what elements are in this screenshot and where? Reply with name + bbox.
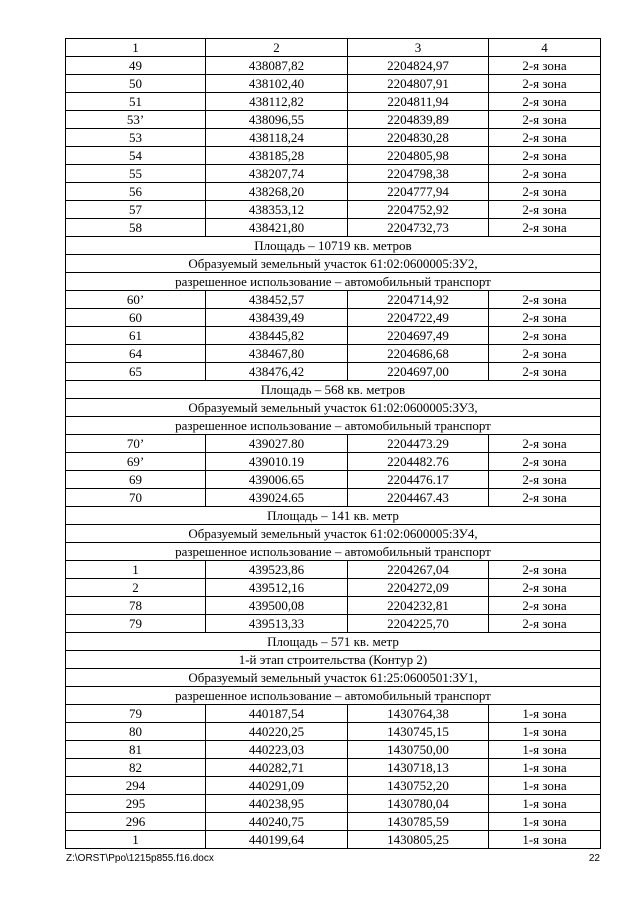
zone-cell: 2-я зона: [489, 57, 601, 75]
y-coordinate-cell: 2204807,91: [348, 75, 489, 93]
x-coordinate-cell: 439512,16: [206, 579, 348, 597]
table-row: [66, 723, 601, 741]
header-cell-point: 1: [66, 39, 206, 57]
section-row: [66, 669, 601, 687]
x-coordinate-cell: 440187,54: [206, 705, 348, 723]
table-row: [66, 777, 601, 795]
table-row: [66, 219, 601, 237]
x-coordinate-cell: 440223,03: [206, 741, 348, 759]
table-row: [66, 129, 601, 147]
zone-cell: 2-я зона: [489, 219, 601, 237]
y-coordinate-cell: 2204272,09: [348, 579, 489, 597]
y-coordinate-cell: 2204467.43: [348, 489, 489, 507]
x-coordinate-cell: 438353,12: [206, 201, 348, 219]
zone-cell: 2-я зона: [489, 93, 601, 111]
y-coordinate-cell: 2204482.76: [348, 453, 489, 471]
section-caption: Площадь – 568 кв. метров: [66, 381, 601, 399]
point-number-cell: 82: [66, 759, 206, 777]
section-caption: разрешенное использование – автомобильный транспорт: [66, 687, 601, 705]
section-caption: Образуемый земельный участок 61:02:0600005:ЗУ4,: [66, 525, 601, 543]
x-coordinate-cell: 440199,64: [206, 831, 348, 849]
zone-cell: 2-я зона: [489, 201, 601, 219]
y-coordinate-cell: 1430745,15: [348, 723, 489, 741]
y-coordinate-cell: 2204232,81: [348, 597, 489, 615]
x-coordinate-cell: 439500,08: [206, 597, 348, 615]
x-coordinate-cell: 438452,57: [206, 291, 348, 309]
y-coordinate-cell: 1430764,38: [348, 705, 489, 723]
table-row: [66, 435, 601, 453]
zone-cell: 2-я зона: [489, 453, 601, 471]
x-coordinate-cell: 438185,28: [206, 147, 348, 165]
zone-cell: 2-я зона: [489, 111, 601, 129]
section-caption: Площадь – 141 кв. метр: [66, 507, 601, 525]
x-coordinate-cell: 439513,33: [206, 615, 348, 633]
section-row: [66, 417, 601, 435]
x-coordinate-cell: 438467,80: [206, 345, 348, 363]
header-cell-y: 3: [348, 39, 489, 57]
point-number-cell: 2: [66, 579, 206, 597]
point-number-cell: 79: [66, 615, 206, 633]
x-coordinate-cell: 439006.65: [206, 471, 348, 489]
coordinates-table-body: [66, 39, 601, 849]
point-number-cell: 70: [66, 489, 206, 507]
point-number-cell: 70’: [66, 435, 206, 453]
table-row: [66, 795, 601, 813]
x-coordinate-cell: 438118,24: [206, 129, 348, 147]
point-number-cell: 64: [66, 345, 206, 363]
point-number-cell: 296: [66, 813, 206, 831]
y-coordinate-cell: 1430805,25: [348, 831, 489, 849]
point-number-cell: 294: [66, 777, 206, 795]
point-number-cell: 51: [66, 93, 206, 111]
zone-cell: 2-я зона: [489, 435, 601, 453]
y-coordinate-cell: 2204714,92: [348, 291, 489, 309]
y-coordinate-cell: 1430752,20: [348, 777, 489, 795]
zone-cell: 2-я зона: [489, 291, 601, 309]
zone-cell: 2-я зона: [489, 165, 601, 183]
y-coordinate-cell: 2204732,73: [348, 219, 489, 237]
zone-cell: 1-я зона: [489, 705, 601, 723]
x-coordinate-cell: 439010.19: [206, 453, 348, 471]
section-row: [66, 381, 601, 399]
section-caption: Площадь – 571 кв. метр: [66, 633, 601, 651]
x-coordinate-cell: 438102,40: [206, 75, 348, 93]
zone-cell: 1-я зона: [489, 723, 601, 741]
y-coordinate-cell: 2204752,92: [348, 201, 489, 219]
table-row: [66, 183, 601, 201]
zone-cell: 2-я зона: [489, 579, 601, 597]
y-coordinate-cell: 1430750,00: [348, 741, 489, 759]
x-coordinate-cell: 438268,20: [206, 183, 348, 201]
point-number-cell: 81: [66, 741, 206, 759]
y-coordinate-cell: 1430718,13: [348, 759, 489, 777]
point-number-cell: 53: [66, 129, 206, 147]
point-number-cell: 53’: [66, 111, 206, 129]
table-row: [66, 579, 601, 597]
section-row: [66, 507, 601, 525]
point-number-cell: 49: [66, 57, 206, 75]
table-row: [66, 111, 601, 129]
section-caption: разрешенное использование – автомобильный транспорт: [66, 543, 601, 561]
x-coordinate-cell: 438087,82: [206, 57, 348, 75]
header-row: [66, 39, 601, 57]
y-coordinate-cell: 2204777,94: [348, 183, 489, 201]
point-number-cell: 50: [66, 75, 206, 93]
table-row: [66, 489, 601, 507]
y-coordinate-cell: 2204476.17: [348, 471, 489, 489]
table-row: [66, 93, 601, 111]
table-row: [66, 705, 601, 723]
section-row: [66, 633, 601, 651]
table-row: [66, 741, 601, 759]
zone-cell: 1-я зона: [489, 795, 601, 813]
table-row: [66, 453, 601, 471]
point-number-cell: 79: [66, 705, 206, 723]
section-caption: Площадь – 10719 кв. метров: [66, 237, 601, 255]
zone-cell: 2-я зона: [489, 183, 601, 201]
section-caption: Образуемый земельный участок 61:25:0600501:ЗУ1,: [66, 669, 601, 687]
x-coordinate-cell: 438476,42: [206, 363, 348, 381]
point-number-cell: 55: [66, 165, 206, 183]
footer-page-number: 22: [588, 853, 600, 864]
y-coordinate-cell: 2204686,68: [348, 345, 489, 363]
section-caption: разрешенное использование – автомобильный транспорт: [66, 273, 601, 291]
x-coordinate-cell: 438096,55: [206, 111, 348, 129]
point-number-cell: 56: [66, 183, 206, 201]
point-number-cell: 69: [66, 471, 206, 489]
point-number-cell: 61: [66, 327, 206, 345]
section-row: [66, 543, 601, 561]
x-coordinate-cell: 438207,74: [206, 165, 348, 183]
zone-cell: 1-я зона: [489, 741, 601, 759]
zone-cell: 1-я зона: [489, 777, 601, 795]
section-caption: Образуемый земельный участок 61:02:0600005:ЗУ2,: [66, 255, 601, 273]
footer-file-path: Z:\ORST\Ppo\1215p855.f16.docx: [66, 853, 214, 864]
x-coordinate-cell: 438439,49: [206, 309, 348, 327]
table-row: [66, 147, 601, 165]
zone-cell: 2-я зона: [489, 561, 601, 579]
x-coordinate-cell: 439523,86: [206, 561, 348, 579]
point-number-cell: 60’: [66, 291, 206, 309]
section-caption: 1-й этап строительства (Контур 2): [66, 651, 601, 669]
zone-cell: 1-я зона: [489, 831, 601, 849]
section-caption: Образуемый земельный участок 61:02:0600005:ЗУ3,: [66, 399, 601, 417]
section-row: [66, 255, 601, 273]
y-coordinate-cell: 2204473.29: [348, 435, 489, 453]
header-cell-zone: 4: [489, 39, 601, 57]
zone-cell: 1-я зона: [489, 813, 601, 831]
section-row: [66, 237, 601, 255]
table-row: [66, 327, 601, 345]
zone-cell: 2-я зона: [489, 363, 601, 381]
table-row: [66, 57, 601, 75]
point-number-cell: 295: [66, 795, 206, 813]
table-row: [66, 309, 601, 327]
zone-cell: 2-я зона: [489, 147, 601, 165]
point-number-cell: 60: [66, 309, 206, 327]
section-row: [66, 525, 601, 543]
x-coordinate-cell: 440240,75: [206, 813, 348, 831]
y-coordinate-cell: 1430780,04: [348, 795, 489, 813]
coordinates-table: [65, 38, 601, 849]
y-coordinate-cell: 2204697,00: [348, 363, 489, 381]
table-row: [66, 471, 601, 489]
point-number-cell: 1: [66, 561, 206, 579]
table-row: [66, 561, 601, 579]
y-coordinate-cell: 2204805,98: [348, 147, 489, 165]
x-coordinate-cell: 440282,71: [206, 759, 348, 777]
point-number-cell: 80: [66, 723, 206, 741]
zone-cell: 2-я зона: [489, 129, 601, 147]
y-coordinate-cell: 2204839,89: [348, 111, 489, 129]
y-coordinate-cell: 2204811,94: [348, 93, 489, 111]
point-number-cell: 1: [66, 831, 206, 849]
table-row: [66, 345, 601, 363]
zone-cell: 2-я зона: [489, 471, 601, 489]
x-coordinate-cell: 438421,80: [206, 219, 348, 237]
y-coordinate-cell: 2204225,70: [348, 615, 489, 633]
x-coordinate-cell: 440220,25: [206, 723, 348, 741]
table-row: [66, 75, 601, 93]
zone-cell: 2-я зона: [489, 615, 601, 633]
table-row: [66, 201, 601, 219]
table-row: [66, 165, 601, 183]
table-row: [66, 831, 601, 849]
point-number-cell: 54: [66, 147, 206, 165]
zone-cell: 1-я зона: [489, 759, 601, 777]
y-coordinate-cell: 2204830,28: [348, 129, 489, 147]
y-coordinate-cell: 1430785,59: [348, 813, 489, 831]
zone-cell: 2-я зона: [489, 327, 601, 345]
table-row: [66, 615, 601, 633]
section-row: [66, 687, 601, 705]
zone-cell: 2-я зона: [489, 309, 601, 327]
zone-cell: 2-я зона: [489, 489, 601, 507]
y-coordinate-cell: 2204722,49: [348, 309, 489, 327]
point-number-cell: 69’: [66, 453, 206, 471]
zone-cell: 2-я зона: [489, 597, 601, 615]
y-coordinate-cell: 2204267,04: [348, 561, 489, 579]
point-number-cell: 57: [66, 201, 206, 219]
x-coordinate-cell: 439024.65: [206, 489, 348, 507]
x-coordinate-cell: 438445,82: [206, 327, 348, 345]
section-caption: разрешенное использование – автомобильный транспорт: [66, 417, 601, 435]
section-row: [66, 651, 601, 669]
table-row: [66, 813, 601, 831]
point-number-cell: 78: [66, 597, 206, 615]
x-coordinate-cell: 440238,95: [206, 795, 348, 813]
y-coordinate-cell: 2204798,38: [348, 165, 489, 183]
y-coordinate-cell: 2204824,97: [348, 57, 489, 75]
table-row: [66, 363, 601, 381]
x-coordinate-cell: 440291,09: [206, 777, 348, 795]
point-number-cell: 58: [66, 219, 206, 237]
point-number-cell: 65: [66, 363, 206, 381]
y-coordinate-cell: 2204697,49: [348, 327, 489, 345]
zone-cell: 2-я зона: [489, 75, 601, 93]
x-coordinate-cell: 438112,82: [206, 93, 348, 111]
table-row: [66, 291, 601, 309]
table-row: [66, 597, 601, 615]
section-row: [66, 399, 601, 417]
zone-cell: 2-я зона: [489, 345, 601, 363]
table-row: [66, 759, 601, 777]
section-row: [66, 273, 601, 291]
x-coordinate-cell: 439027.80: [206, 435, 348, 453]
header-cell-x: 2: [206, 39, 348, 57]
